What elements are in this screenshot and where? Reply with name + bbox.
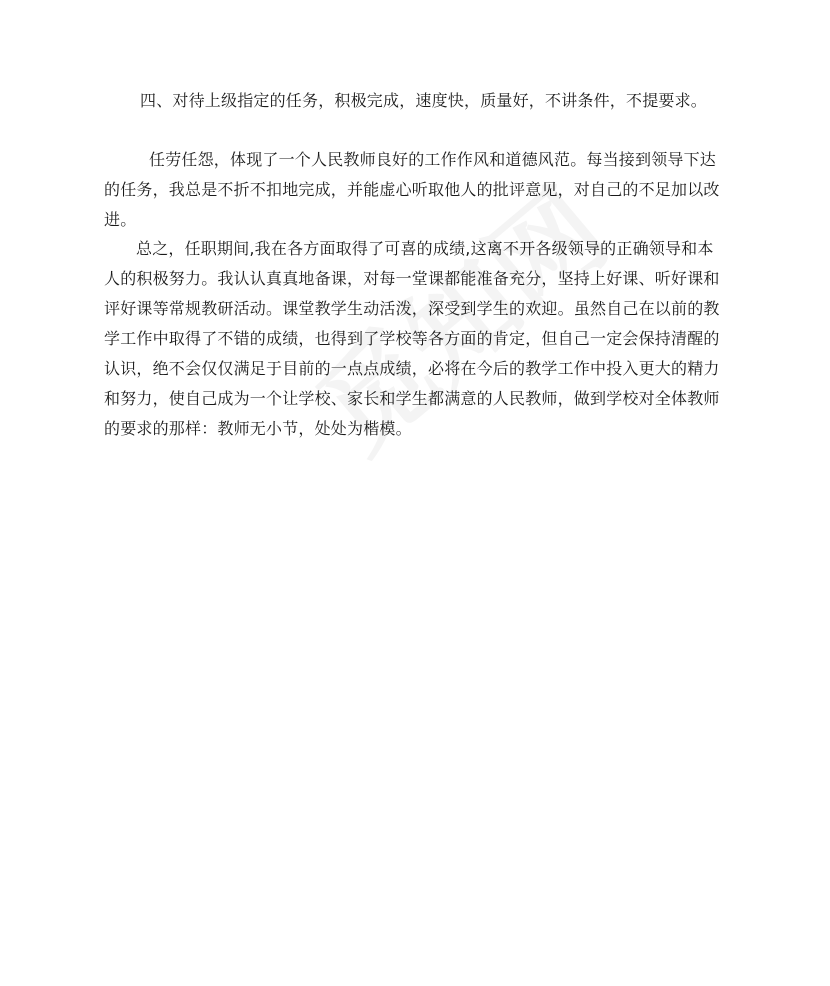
paragraph-1: [104, 86, 724, 116]
paragraph-3-text: 总之，任职期间,我在各方面取得了可喜的成绩,这离不开各级领导的正确领导和本人的积极努力。我认认真真地备课，对每一堂课都能准备充分，坚持上好课、听好课和评好课等常规教研活动。课堂教学生动活泼，深受到学生的欢迎。虽然自己在以前的教学工作中取得了不错的成绩，也得到了学校等各方面的肯定，但自己一定会保持清醒的认识，绝不会仅仅满足于目前的一点点成绩，必将在今后的教学工作中投入更大的精力和努力，使自己成为一个让学校、家长和学生都满意的人民教师，做到学校对全体教师的要求的那样：教师无小节，处处为楷模。: [104, 239, 720, 438]
paragraph-3: [104, 234, 724, 444]
paragraph-2-text: 任劳任怨，体现了一个人民教师良好的工作作风和道德风范。每当接到领导下达的任务，我总是不折不扣地完成，并能虚心听取他人的批评意见，对自己的不足加以改进。: [104, 150, 720, 229]
paragraph-2: [104, 145, 724, 235]
paragraph-1-text: 四、对待上级指定的任务，积极完成，速度快，质量好，不讲条件，不提要求。: [140, 91, 708, 110]
